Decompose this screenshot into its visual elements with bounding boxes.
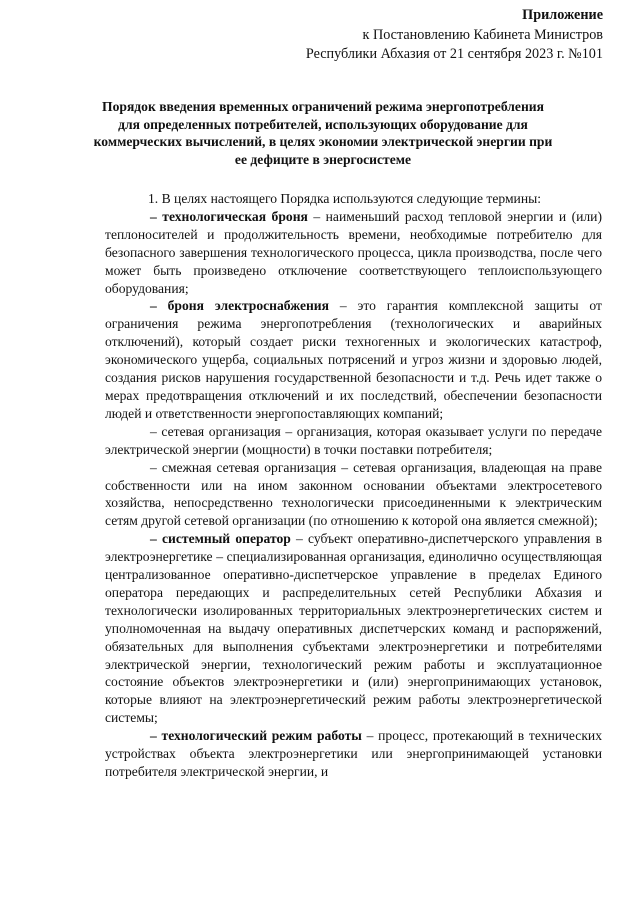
appendix-header [306, 6, 603, 65]
paragraph-intro [105, 190, 602, 208]
appendix-line-1: к Постановлению Кабинета Министров [362, 26, 603, 43]
appendix-title: Приложение [522, 7, 603, 23]
paragraph-grid-organization [105, 423, 602, 459]
paragraph-text: – процесс, протекающий в технических устройствах объекта электроэнергетики или энергопринимающей установки потребителя электрической энергии, и [105, 728, 602, 779]
term-system-operator: – системный оператор [150, 531, 291, 547]
paragraph-text: – сетевая организация – организация, которая оказывает услуги по передаче электрической энергии (мощности) в точки поставки потребителя; [105, 423, 602, 457]
paragraph-technological-mode [105, 727, 602, 781]
paragraph-power-supply-reserve [105, 297, 602, 422]
document-body [105, 190, 602, 781]
paragraph-technological-reserve [105, 208, 602, 298]
paragraph-text: – наименьший расход тепловой энергии и (или) теплоносителей и продолжительность времени, необходимые потребителю для безопасного завершения технологического процесса, цикла производства, после чего может быть произведено отключение соответствующего теплоиспользующего оборудования; [105, 208, 602, 296]
paragraph-text: – смежная сетевая организация – сетевая организация, владеющая на праве собственности или на ином законном основании объектами электросетевого хозяйства, непосредственно технологически присоединенными к электрическим сетям другой сетевой организации (по отношению к которой она является смежной); [105, 459, 602, 529]
term-technological-reserve: – технологическая броня [150, 208, 308, 224]
paragraph-text: – это гарантия комплексной защиты от ограничения режима энергопотребления (технологических и аварийных отключений), который создает риски техногенных и экологических катастроф, экономического ущерба, социальных потрясений и угроз жизни и здоровью людей, создания рисков нарушения государственной безопасности и т.д. Речь идет также о мерах предотвращения отключений и их последствий, обеспечении безопасности людей и ответственности энергопоставляющих компаний; [105, 298, 602, 421]
term-power-supply-reserve: – броня электроснабжения [150, 298, 329, 314]
paragraph-text: 1. В целях настоящего Порядка используются следующие термины: [148, 191, 542, 206]
paragraph-adjacent-grid-organization [105, 459, 602, 531]
appendix-line-2: Республики Абхазия от 21 сентября 2023 г. №101 [305, 46, 603, 62]
term-technological-mode: – технологический режим работы [150, 728, 362, 744]
document-title: Порядок введения временных ограничений режима энергопотребления для определенных потребителей, использующих оборудование для коммерческих вычислений, в целях экономии электрической энергии при ее дефиците в энергосистеме [93, 99, 553, 167]
paragraph-system-operator [105, 530, 602, 727]
paragraph-text: – субъект оперативно-диспетчерского управления в электроэнергетике – специализированная организация, единолично осуществляющая централизованное оперативно-диспетчерское управление в пределах Единого оператора передающих и распределительных сетей Республики Абхазия и технологически изолированных территориальных электроэнергетических систем и уполномоченная на выдачу оперативных диспетчерских команд и распоряжений, обязательных для выполнения субъектами электроэнергетики и потребителями электрической энергии, технологический режим работы и эксплуатационное состояние объектов электроэнергетики и (или) энергопринимающих установок, которые влияют на электроэнергетический режим работы электроэнергетической системы; [105, 531, 603, 726]
